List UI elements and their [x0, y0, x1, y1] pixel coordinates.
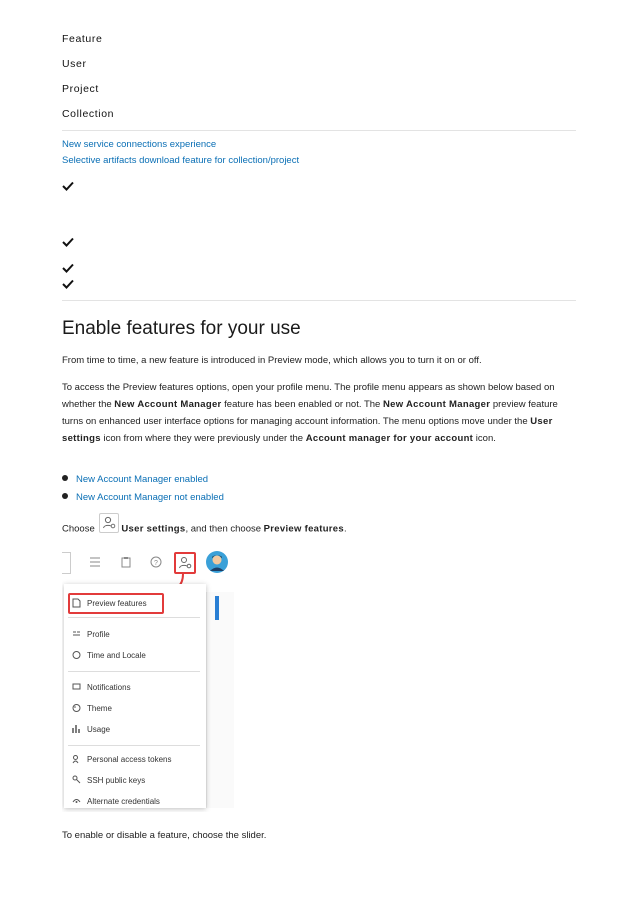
background-panel: [206, 592, 234, 808]
key-user-icon: [72, 754, 81, 764]
credentials-icon: [72, 796, 81, 806]
divider: [62, 130, 576, 131]
menu-item-usage[interactable]: Usage: [72, 724, 110, 734]
bullet-not-enabled[interactable]: New Account Manager not enabled: [62, 492, 224, 503]
access-paragraph: To access the Preview features options, open your profile menu. The profile menu appears as shown below based on whether the New Account Manager feature has been enabled or not. The New Account Manager preview feature turns on enhanced user interface options for managing account information. The menu options move under the User settings icon from where they were previously under the Account manager for your account icon.: [62, 382, 558, 444]
document-icon: [72, 598, 81, 608]
link-service-connections[interactable]: New service connections experience: [62, 139, 217, 150]
menu-separator: [68, 671, 200, 672]
choose-paragraph: Choose User settings, and then choose Preview features.: [62, 519, 576, 539]
header-project: Project: [62, 83, 99, 95]
menu-separator: [68, 617, 200, 618]
bullet-dot: [62, 475, 68, 481]
intro-paragraph: From time to time, a new feature is introduced in Preview mode, which allows you to turn it on or off.: [62, 355, 482, 366]
bullet-enabled[interactable]: New Account Manager enabled: [62, 474, 208, 485]
header-user: User: [62, 58, 87, 70]
usage-icon: [72, 724, 81, 734]
checkmark-icon: [62, 237, 74, 247]
avatar[interactable]: [206, 551, 228, 573]
menu-item-theme[interactable]: Theme: [72, 703, 112, 713]
palette-icon: [72, 703, 81, 713]
menu-item-preview-features[interactable]: Preview features: [72, 598, 147, 608]
menu-separator: [68, 745, 200, 746]
menu-item-ssh[interactable]: SSH public keys: [72, 775, 145, 785]
menu-item-pat[interactable]: Personal access tokens: [72, 754, 172, 764]
checkmark-icon: [62, 181, 74, 191]
checkmark-icon: [62, 279, 74, 289]
key-icon: [72, 775, 81, 785]
accent-bar: [215, 596, 219, 620]
link-selective-artifacts[interactable]: Selective artifacts download feature for collection/project: [62, 155, 300, 166]
final-paragraph: To enable or disable a feature, choose the slider.: [62, 830, 267, 841]
profile-menu: [64, 584, 206, 808]
chat-icon: [72, 682, 81, 692]
bullet-dot: [62, 493, 68, 499]
menu-item-notifications[interactable]: Notifications: [72, 682, 131, 692]
checkmark-icon: [62, 263, 74, 273]
menu-item-alt-credentials[interactable]: Alternate credentials: [72, 796, 160, 806]
globe-icon: [72, 650, 81, 660]
svg-text:?: ?: [154, 560, 158, 567]
profile-icon: [72, 629, 81, 639]
user-settings-icon: [176, 554, 194, 572]
user-settings-icon: [99, 513, 119, 533]
top-toolbar: [62, 548, 234, 580]
help-icon: [150, 556, 162, 568]
list-icon: [89, 556, 101, 568]
header-collection: Collection: [62, 108, 115, 120]
menu-item-profile[interactable]: Profile: [72, 629, 110, 639]
clipboard-icon: [120, 556, 132, 568]
user-settings-highlight[interactable]: [174, 552, 196, 574]
search-box: [62, 552, 71, 574]
section-title: Enable features for your use: [62, 318, 301, 339]
divider: [62, 300, 576, 301]
menu-item-time-locale[interactable]: Time and Locale: [72, 650, 146, 660]
header-feature: Feature: [62, 33, 103, 45]
profile-menu-screenshot: [62, 548, 234, 812]
